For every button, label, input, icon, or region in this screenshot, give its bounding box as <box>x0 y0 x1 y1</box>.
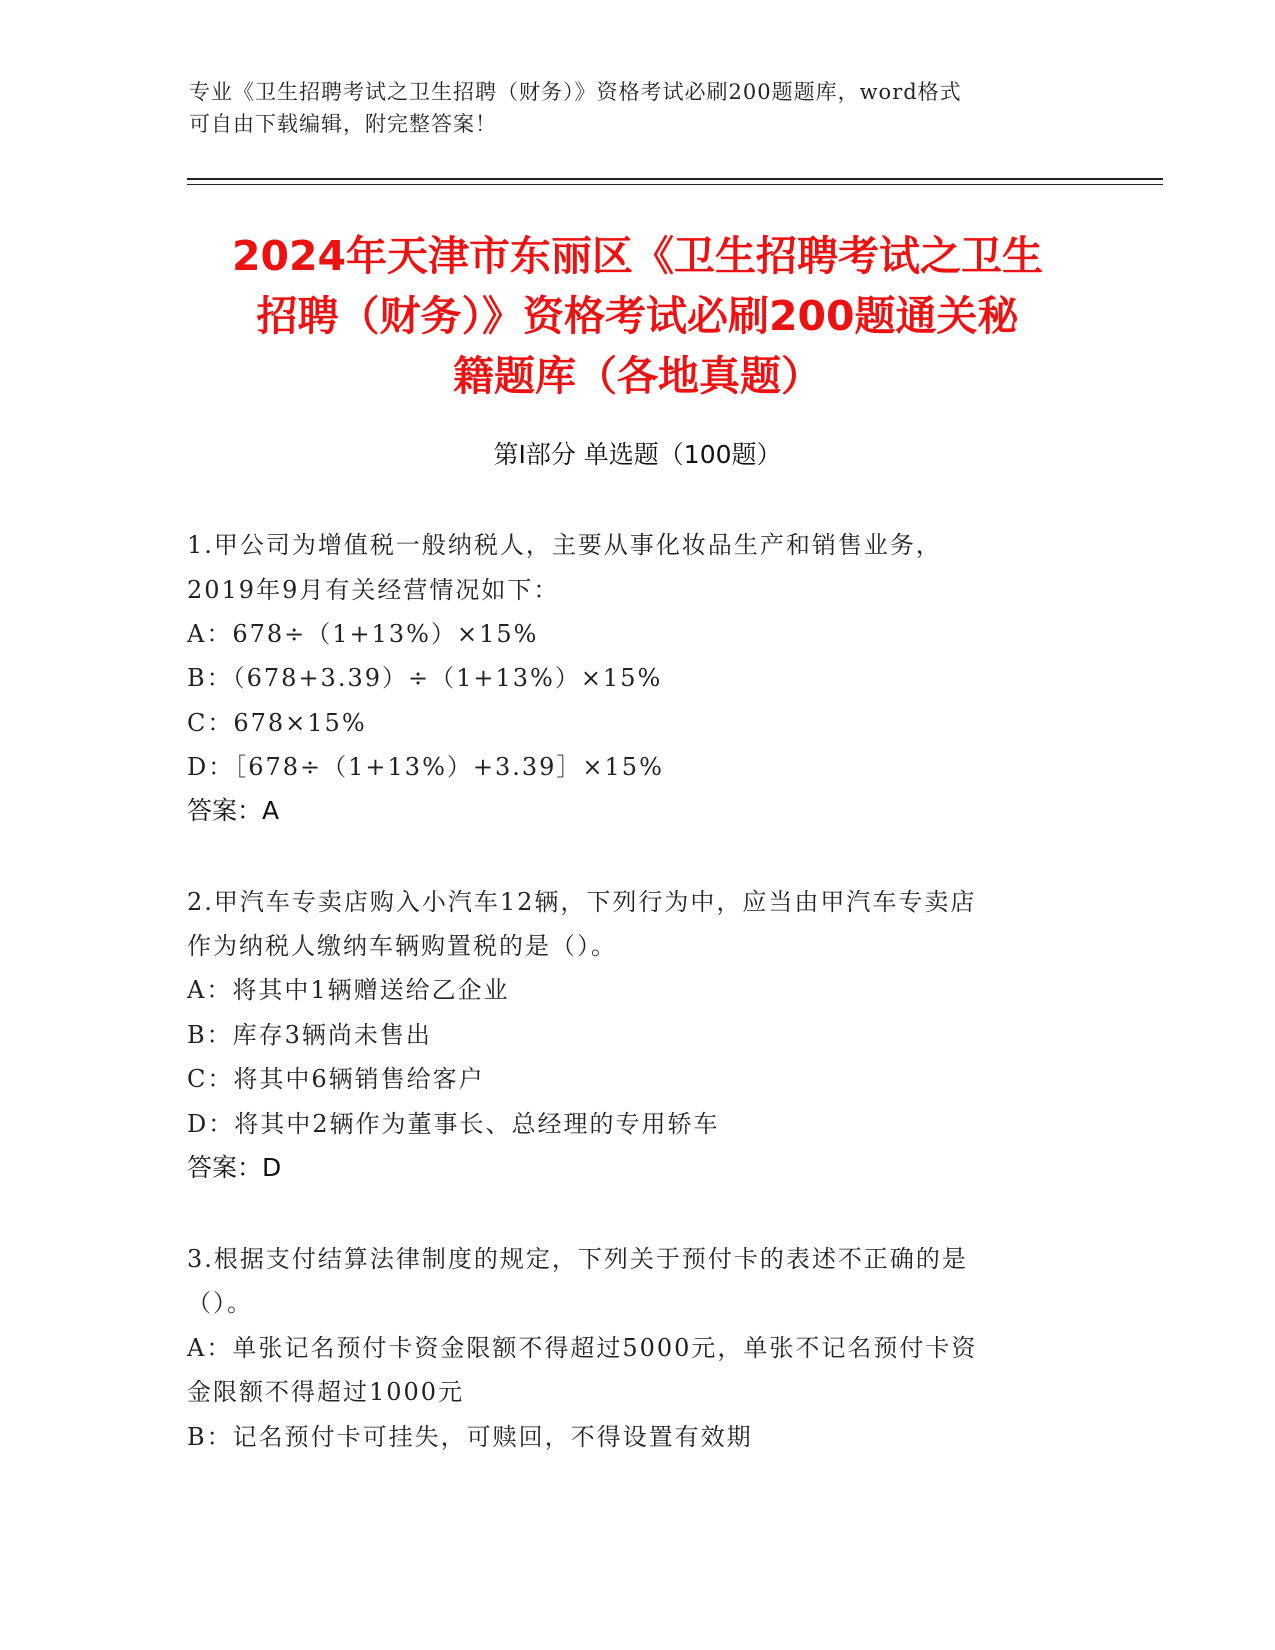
header-divider-thick <box>187 178 1163 180</box>
question-3-option-a: A：单张记名预付卡资金限额不得超过5000元，单张不记名预付卡资 <box>187 1334 978 1362</box>
question-2-answer: 答案：D <box>187 1153 282 1182</box>
question-2-stem: 作为纳税人缴纳车辆购置税的是（）。 <box>187 932 617 960</box>
question-2-option-b: B：库存3辆尚未售出 <box>187 1021 432 1049</box>
header-note-line: 专业《卫生招聘考试之卫生招聘（财务）》资格考试必刷200题题库，word格式 <box>189 80 962 104</box>
document-title <box>150 226 1125 406</box>
question-1-stem: 1.甲公司为增值税一般纳税人，主要从事化妆品生产和销售业务， <box>187 531 942 559</box>
question-2-option-d: D：将其中2辆作为董事长、总经理的专用轿车 <box>187 1110 720 1138</box>
title-line: 招聘（财务）》资格考试必刷200题通关秘 <box>256 292 1019 340</box>
title-line: 2024年天津市东丽区《卫生招聘考试之卫生 <box>231 232 1044 280</box>
question-1-answer: 答案：A <box>187 796 280 825</box>
question-1-option-d: D：［678÷（1+13%）+3.39］×15% <box>187 753 664 781</box>
question-1-option-a: A：678÷（1+13%）×15% <box>187 620 539 648</box>
question-2-option-a: A：将其中1辆赠送给乙企业 <box>187 976 510 1004</box>
header-divider-thin <box>187 184 1163 185</box>
header-note <box>189 76 1069 140</box>
section-heading: 第Ⅰ部分 单选题（100题） <box>493 440 782 469</box>
question-3-option-a-cont: 金限额不得超过1000元 <box>187 1378 465 1406</box>
question-1-stem: 2019年9月有关经营情况如下： <box>187 576 560 604</box>
title-line: 籍题库（各地真题） <box>453 352 822 400</box>
header-note-line: 可自由下载编辑，附完整答案！ <box>189 112 497 136</box>
question-2-stem: 2.甲汽车专卖店购入小汽车12辆，下列行为中，应当由甲汽车专卖店 <box>187 888 977 916</box>
question-1-option-b: B：（678+3.39）÷（1+13%）×15% <box>187 664 663 692</box>
question-3-stem: （）。 <box>187 1289 253 1317</box>
question-2-option-c: C：将其中6辆销售给客户 <box>187 1065 485 1093</box>
question-3-stem: 3.根据支付结算法律制度的规定，下列关于预付卡的表述不正确的是 <box>187 1245 968 1273</box>
question-1-option-c: C：678×15% <box>187 709 367 737</box>
question-3-option-b: B：记名预付卡可挂失，可赎回，不得设置有效期 <box>187 1423 753 1451</box>
